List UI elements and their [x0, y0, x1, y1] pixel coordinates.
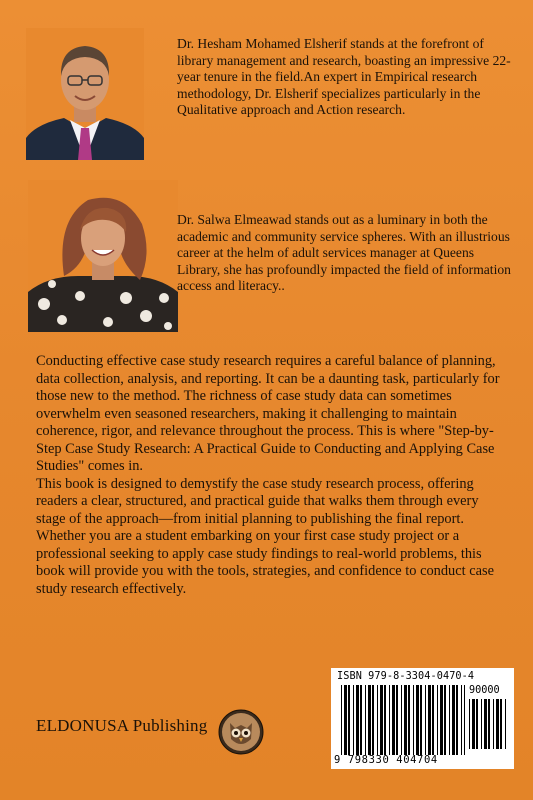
description-paragraph-1: Conducting effective case study research requires a careful balance of planning, data collection, analysis, and reporting. It can be a daunting task, particularly for those new to the method. The richness of case study data can sometimes overwhelm even seasoned researchers, making it challenging to maintain coherence, rigor, and relevance throughout the process. This is where "Step-by-Step Case Study Research: A Practical Guide to Conducting and Applying Case Studies" comes in. [36, 353, 500, 474]
barcode-bars [341, 685, 465, 755]
description-paragraph-2: This book is designed to demystify the case study research process, offering readers a clear, structured, and practical guide that walks them through every stage of the approach—from initial planning to publishing the final report. Whether you are a student embarking on your first case study project or a professional seeking to apply case study findings to real-world problems, this book will provide you with the tools, strategies, and confidence to conduct case study research effectively. [36, 475, 494, 597]
author-bio-2: Dr. Salwa Elmeawad stands out as a luminary in both the academic and community service spheres. With an illustrious career at the helm of adult services manager at Queens Library, she has profoundly impacted the field of information access and literacy.. [177, 212, 511, 294]
isbn-digits: 9 798330 404704 [334, 754, 438, 766]
isbn-label: ISBN 979-8-3304-0470-4 [337, 671, 475, 682]
author-bio-1: Dr. Hesham Mohamed Elsherif stands at the forefront of library management and research, boasting an impressive 22-year tenure in the field.An expert in Empirical research methodology, Dr. Elsherif specializes particularly in the Qualitative approach and Action research. [177, 36, 511, 118]
owl-emblem-icon [218, 709, 264, 755]
price-code: 90000 [469, 685, 500, 696]
book-description [36, 353, 506, 598]
addon-barcode-bars [469, 699, 507, 749]
isbn-barcode [331, 668, 514, 769]
publisher-name: ELDONUSA Publishing [36, 716, 208, 735]
author-photo-woman [28, 180, 178, 332]
author-photo-man [26, 28, 144, 160]
